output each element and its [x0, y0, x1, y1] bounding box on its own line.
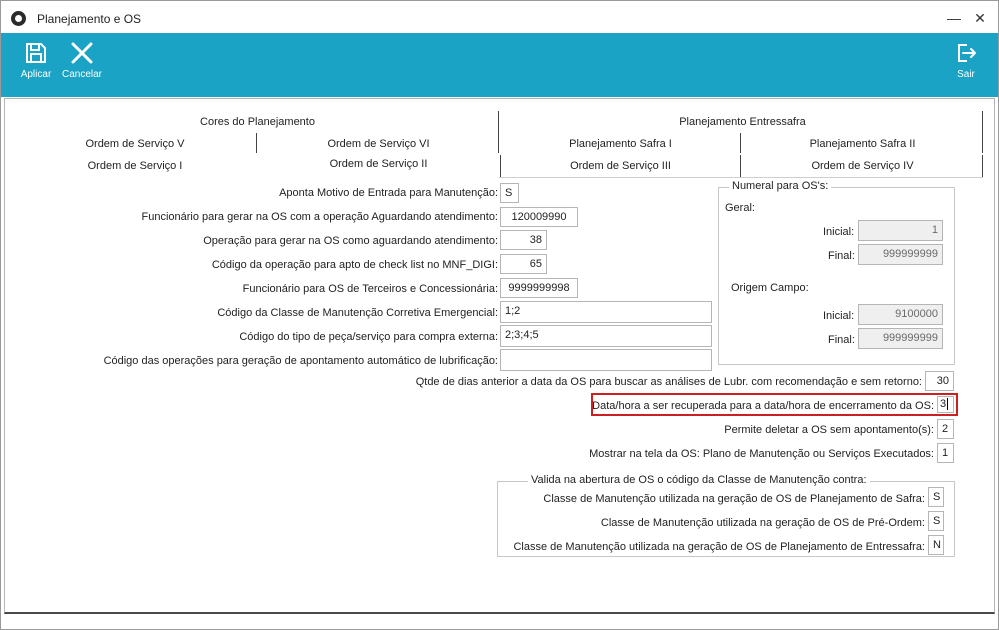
- tab-planejamento-entressafra[interactable]: Planejamento Entressafra: [679, 116, 806, 128]
- field-label: Classe de Manutenção utilizada na geração de OS de Planejamento de Safra:: [543, 493, 925, 505]
- field-label: Classe de Manutenção utilizada na geração de OS de Pré-Ordem:: [600, 517, 925, 529]
- geral-inicial-input[interactable]: 1: [858, 220, 943, 241]
- tab-cores-do-planejamento[interactable]: Cores do Planejamento: [200, 116, 315, 128]
- planejamento-safra-input[interactable]: S: [928, 487, 944, 507]
- save-icon: [24, 41, 48, 65]
- window-title: Planejamento e OS: [37, 12, 142, 26]
- toolbar: [1, 33, 998, 97]
- close-button[interactable]: ✕: [974, 10, 986, 26]
- field-label: Código da operação para apto de check list no MNF_DIGI:: [211, 259, 498, 271]
- field-label: Classe de Manutenção utilizada na geração de OS de Planejamento de Entressafra:: [513, 541, 925, 553]
- tab-ordem-de-servico-i[interactable]: Ordem de Serviço I: [87, 160, 183, 172]
- geral-final-input[interactable]: 999999999: [858, 244, 943, 265]
- minimize-button[interactable]: —: [947, 10, 961, 26]
- origem-inicial-input[interactable]: 9100000: [858, 304, 943, 325]
- tab-separator: [500, 155, 501, 177]
- field-label: Funcionário para gerar na OS com a operação Aguardando atendimento:: [141, 211, 498, 223]
- planejamento-entressafra-input[interactable]: N: [928, 535, 944, 555]
- cancel-label: Cancelar: [61, 69, 103, 80]
- title-bar: [1, 1, 998, 33]
- tab-ordem-de-servico-ii-active[interactable]: Ordem de Serviço II: [329, 158, 428, 170]
- apply-button[interactable]: [13, 41, 59, 91]
- field-label: Data/hora a ser recuperada para a data/hora de encerramento da OS:: [592, 400, 934, 412]
- qtde-dias-input[interactable]: 30: [925, 371, 954, 391]
- inicial-label: Inicial:: [823, 310, 855, 322]
- tab-planejamento-safra-ii[interactable]: Planejamento Safra II: [809, 138, 916, 150]
- tab-separator: [982, 111, 983, 133]
- inicial-label: Inicial:: [823, 226, 855, 238]
- geral-label: Geral:: [725, 202, 755, 214]
- field-label: Qtde de dias anterior a data da OS para buscar as análises de Lubr. com recomendação e sem retorno:: [415, 376, 922, 388]
- exit-label: Sair: [957, 69, 975, 80]
- field-label: Operação para gerar na OS como aguardando atendimento:: [203, 235, 498, 247]
- funcionario-aguardando-input[interactable]: 120009990: [500, 207, 578, 227]
- tab-planejamento-safra-i[interactable]: Planejamento Safra I: [569, 138, 672, 150]
- field-label: Aponta Motivo de Entrada para Manutenção:: [279, 187, 498, 199]
- content-panel: [4, 98, 995, 614]
- group-title: Numeral para OS's:: [729, 180, 831, 192]
- tab-ordem-de-servico-iii[interactable]: Ordem de Serviço III: [570, 160, 671, 172]
- tab-separator: [982, 155, 983, 177]
- tab-separator: [498, 111, 499, 133]
- aponta-motivo-input[interactable]: S: [500, 183, 519, 203]
- permite-deletar-input[interactable]: 2: [937, 419, 954, 439]
- final-label: Final:: [828, 250, 855, 262]
- close-x-icon: [70, 41, 94, 65]
- tab-separator: [982, 133, 983, 153]
- operacoes-lubrificacao-input[interactable]: [500, 349, 712, 371]
- valida-classe-group: [497, 474, 955, 557]
- app-logo-icon: [11, 11, 26, 26]
- cancel-button[interactable]: [59, 41, 105, 91]
- field-label: Funcionário para OS de Terceiros e Concessionária:: [242, 283, 498, 295]
- final-label: Final:: [828, 334, 855, 346]
- field-label: Código das operações para geração de apontamento automático de lubrificação:: [103, 355, 498, 367]
- mostrar-plano-input[interactable]: 1: [937, 443, 954, 463]
- exit-button[interactable]: [943, 41, 989, 91]
- tab-separator: [256, 133, 257, 153]
- tab-ordem-de-servico-v[interactable]: Ordem de Serviço V: [85, 138, 185, 150]
- operacao-aguardando-input[interactable]: 38: [500, 230, 547, 250]
- exit-icon: [954, 41, 978, 65]
- tab-ordem-de-servico-vi[interactable]: Ordem de Serviço VI: [327, 138, 430, 150]
- apply-label: Aplicar: [20, 69, 52, 80]
- field-label: Código do tipo de peça/serviço para compra externa:: [239, 331, 498, 343]
- pre-ordem-input[interactable]: S: [928, 511, 944, 531]
- classe-corretiva-input[interactable]: 1;2: [500, 301, 712, 323]
- group-title: Valida na abertura de OS o código da Classe de Manutenção contra:: [528, 474, 870, 486]
- numeral-os-group: [718, 180, 955, 365]
- data-hora-encerramento-input[interactable]: 3: [937, 396, 954, 413]
- tipo-peca-input[interactable]: 2;3;4;5: [500, 325, 712, 347]
- origem-campo-label: Origem Campo:: [731, 282, 809, 294]
- tab-separator: [740, 133, 741, 153]
- tab-separator: [740, 155, 741, 177]
- field-label: Código da Classe de Manutenção Corretiva Emergencial:: [217, 307, 498, 319]
- tab-separator: [498, 133, 499, 153]
- tab-ordem-de-servico-iv[interactable]: Ordem de Serviço IV: [811, 160, 914, 172]
- codigo-checklist-input[interactable]: 65: [500, 254, 547, 274]
- origem-final-input[interactable]: 999999999: [858, 328, 943, 349]
- funcionario-terceiros-input[interactable]: 9999999998: [500, 278, 578, 298]
- field-label: Permite deletar a OS sem apontamento(s):: [724, 424, 934, 436]
- tab-strip-line: [499, 177, 983, 178]
- field-label: Mostrar na tela da OS: Plano de Manutenção ou Serviços Executados:: [589, 448, 934, 460]
